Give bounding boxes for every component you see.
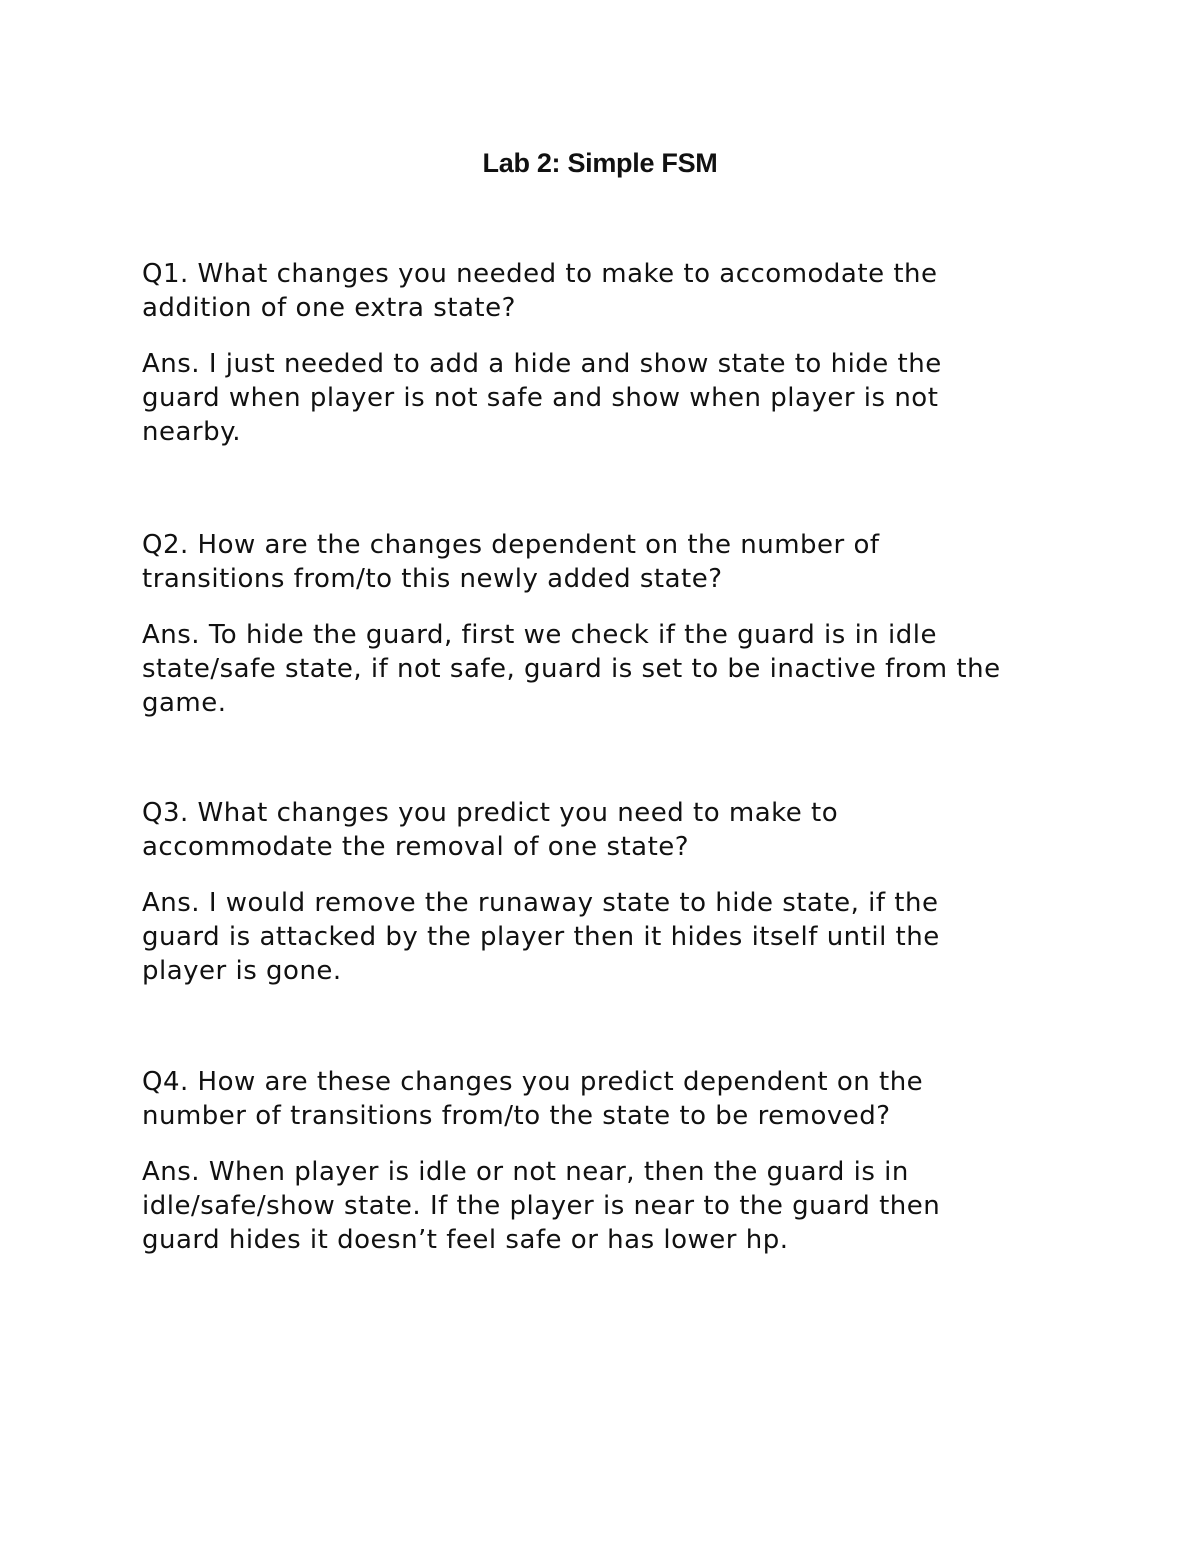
question-2: Q2. How are the changes dependent on the number of transitions from/to this newly added state? (142, 530, 880, 594)
qa-item-1 (142, 257, 1022, 449)
qa-item-4 (142, 1065, 1022, 1257)
question-3: Q3. What changes you predict you need to make to accommodate the removal of one state? (142, 798, 839, 862)
qa-item-3 (142, 796, 1022, 988)
answer-3: Ans. I would remove the runaway state to hide state, if the guard is attacked by the player then it hides itself until the player is gone. (142, 888, 940, 986)
answer-2: Ans. To hide the guard, first we check if the guard is in idle state/safe state, if not safe, guard is set to be inactive from the game. (142, 620, 1001, 718)
answer-1: Ans. I just needed to add a hide and show state to hide the guard when player is not safe and show when player is not nearby. (142, 349, 942, 447)
question-4: Q4. How are these changes you predict dependent on the number of transitions from/to the state to be removed? (142, 1067, 924, 1131)
question-1: Q1. What changes you needed to make to accomodate the addition of one extra state? (142, 259, 938, 323)
document-title: Lab 2: Simple FSM (482, 148, 718, 178)
qa-item-2 (142, 528, 1022, 720)
answer-4: Ans. When player is idle or not near, then the guard is in idle/safe/show state. If the player is near to the guard then guard hides it doesn’t feel safe or has lower hp. (142, 1157, 941, 1255)
